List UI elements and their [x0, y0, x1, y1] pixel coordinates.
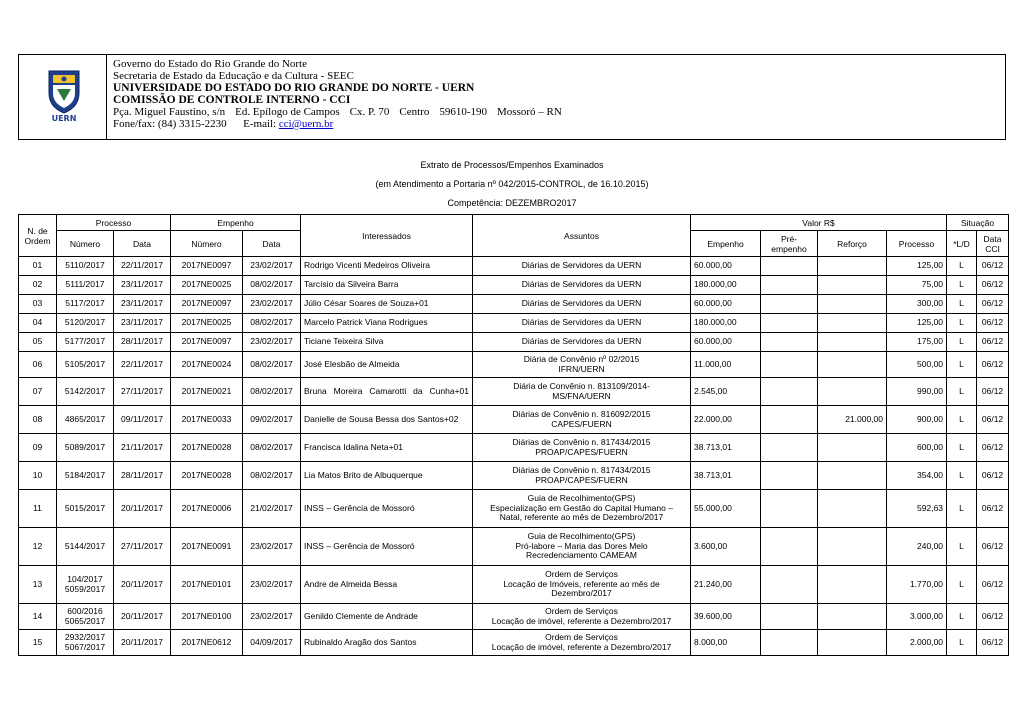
cell-ld: L: [947, 528, 977, 566]
cell-cci: 06/12: [977, 295, 1009, 314]
cell-pdata: 28/11/2017: [114, 462, 171, 490]
cell-v_pre: [761, 434, 818, 462]
cell-v_pre: [761, 276, 818, 295]
cell-pdata: 20/11/2017: [114, 490, 171, 528]
cell-edata: 23/02/2017: [243, 333, 301, 352]
cell-emp: 2017NE0028: [171, 434, 243, 462]
table-row: [19, 333, 1009, 352]
cell-edata: 23/02/2017: [243, 566, 301, 604]
header-line-2: Secretaria de Estado da Educação e da Cultura - SEEC: [113, 70, 354, 82]
cell-pdata: 22/11/2017: [114, 352, 171, 378]
cell-proc: 5117/2017: [57, 295, 114, 314]
cell-assunto: Ordem de Serviços Locação de imóvel, referente a Dezembro/2017: [473, 604, 691, 630]
cell-edata: 08/02/2017: [243, 314, 301, 333]
phone: Fone/fax: (84) 3315-2230: [113, 118, 227, 130]
table-row: [19, 630, 1009, 656]
cell-v_proc: 500,00: [887, 352, 947, 378]
cell-ld: L: [947, 314, 977, 333]
col-ordem: N. de Ordem: [19, 215, 57, 257]
cell-ld: L: [947, 333, 977, 352]
cell-v_proc: 125,00: [887, 257, 947, 276]
cell-proc: 5144/2017: [57, 528, 114, 566]
col-ld: *L/D: [947, 231, 977, 257]
col-empenho-data: Data: [243, 231, 301, 257]
table-row: [19, 462, 1009, 490]
cell-edata: 04/09/2017: [243, 630, 301, 656]
cell-edata: 23/02/2017: [243, 604, 301, 630]
cell-emp: 2017NE0091: [171, 528, 243, 566]
cell-v_ref: [818, 462, 887, 490]
table-row: [19, 276, 1009, 295]
cell-cci: 06/12: [977, 462, 1009, 490]
cell-interessado: Rodrigo Vicenti Medeiros Oliveira: [301, 257, 473, 276]
cell-emp: 2017NE0033: [171, 406, 243, 434]
cell-v_ref: [818, 528, 887, 566]
cell-proc: 4865/2017: [57, 406, 114, 434]
cell-v_emp: 2.545,00: [691, 378, 761, 406]
cell-v_emp: 8.000,00: [691, 630, 761, 656]
cell-v_pre: [761, 257, 818, 276]
cell-pdata: 20/11/2017: [114, 604, 171, 630]
cell-assunto: Diárias de Servidores da UERN: [473, 333, 691, 352]
cell-v_pre: [761, 528, 818, 566]
col-processo: Processo: [57, 215, 171, 231]
cell-assunto: Diárias de Convênio n. 816092/2015 CAPES/FUERN: [473, 406, 691, 434]
cell-pdata: 20/11/2017: [114, 566, 171, 604]
cell-cci: 06/12: [977, 314, 1009, 333]
cell-interessado: Lia Matos Brito de Albuquerque: [301, 462, 473, 490]
cell-v_pre: [761, 352, 818, 378]
cell-emp: 2017NE0006: [171, 490, 243, 528]
cell-emp: 2017NE0024: [171, 352, 243, 378]
cell-ordem: 13: [19, 566, 57, 604]
cell-ordem: 15: [19, 630, 57, 656]
cell-v_emp: 11.000,00: [691, 352, 761, 378]
letterhead-text: [113, 58, 572, 130]
cell-v_ref: [818, 630, 887, 656]
col-processo-numero: Número: [57, 231, 114, 257]
cell-edata: 09/02/2017: [243, 406, 301, 434]
cell-cci: 06/12: [977, 566, 1009, 604]
cell-ld: L: [947, 276, 977, 295]
logo-cell: [19, 55, 107, 139]
cell-ordem: 04: [19, 314, 57, 333]
cell-v_proc: 240,00: [887, 528, 947, 566]
table-row: [19, 528, 1009, 566]
cell-cci: 06/12: [977, 333, 1009, 352]
cell-v_pre: [761, 490, 818, 528]
cell-proc: 5184/2017: [57, 462, 114, 490]
cell-cci: 06/12: [977, 630, 1009, 656]
cell-v_ref: [818, 566, 887, 604]
cell-ordem: 09: [19, 434, 57, 462]
cell-v_emp: 180.000,00: [691, 276, 761, 295]
cell-proc: 5120/2017: [57, 314, 114, 333]
cell-assunto: Diárias de Convênio n. 817434/2015 PROAP/CAPES/FUERN: [473, 462, 691, 490]
cell-emp: 2017NE0612: [171, 630, 243, 656]
col-assuntos: Assuntos: [473, 215, 691, 257]
cell-cci: 06/12: [977, 528, 1009, 566]
cell-proc: 5142/2017: [57, 378, 114, 406]
cell-emp: 2017NE0097: [171, 295, 243, 314]
cell-edata: 23/02/2017: [243, 528, 301, 566]
address-line: [113, 106, 572, 118]
cell-ld: L: [947, 434, 977, 462]
cell-emp: 2017NE0025: [171, 314, 243, 333]
table-row: [19, 566, 1009, 604]
cell-pdata: 28/11/2017: [114, 333, 171, 352]
cell-interessado: Ticiane Teixeira Silva: [301, 333, 473, 352]
cell-v_ref: [818, 276, 887, 295]
cell-v_proc: 592,63: [887, 490, 947, 528]
logo-caption: UERN: [51, 114, 77, 123]
cell-pdata: 22/11/2017: [114, 257, 171, 276]
address-street: Pça. Miguel Faustino, s/n: [113, 106, 226, 118]
cell-ld: L: [947, 630, 977, 656]
col-valor-processo: Processo: [887, 231, 947, 257]
col-processo-data: Data: [114, 231, 171, 257]
email-link[interactable]: cci@uern.br: [278, 118, 334, 130]
cell-proc: 5015/2017: [57, 490, 114, 528]
cell-v_emp: 21.240,00: [691, 566, 761, 604]
cell-v_pre: [761, 462, 818, 490]
cell-v_emp: 60.000,00: [691, 295, 761, 314]
cell-ld: L: [947, 604, 977, 630]
cell-assunto: Ordem de Serviços Locação de Imóveis, referente ao mês de Dezembro/2017: [473, 566, 691, 604]
cell-proc: 5110/2017: [57, 257, 114, 276]
cell-interessado: Danielle de Sousa Bessa dos Santos+02: [301, 406, 473, 434]
cell-cci: 06/12: [977, 276, 1009, 295]
table-row: [19, 378, 1009, 406]
table-row: [19, 352, 1009, 378]
cell-ld: L: [947, 462, 977, 490]
cell-edata: 08/02/2017: [243, 462, 301, 490]
address-city: Mossoró – RN: [497, 106, 562, 118]
table-row: [19, 295, 1009, 314]
cell-cci: 06/12: [977, 604, 1009, 630]
cell-v_emp: 38.713,01: [691, 434, 761, 462]
cell-v_ref: [818, 378, 887, 406]
cell-v_ref: 21.000,00: [818, 406, 887, 434]
cell-assunto: Diárias de Servidores da UERN: [473, 295, 691, 314]
cell-ordem: 14: [19, 604, 57, 630]
cell-ordem: 03: [19, 295, 57, 314]
cell-cci: 06/12: [977, 406, 1009, 434]
cell-emp: 2017NE0021: [171, 378, 243, 406]
cell-interessado: Marcelo Patrick Viana Rodrigues: [301, 314, 473, 333]
shield-icon: [35, 67, 93, 115]
cell-interessado: Francisca Idalina Neta+01: [301, 434, 473, 462]
cell-v_ref: [818, 295, 887, 314]
cell-interessado: José Elesbão de Almeida: [301, 352, 473, 378]
cell-proc: 5105/2017: [57, 352, 114, 378]
cell-v_ref: [818, 333, 887, 352]
cell-assunto: Diária de Convênio nº 02/2015 IFRN/UERN: [473, 352, 691, 378]
cell-ordem: 05: [19, 333, 57, 352]
cell-ld: L: [947, 566, 977, 604]
cell-v_proc: 75,00: [887, 276, 947, 295]
doc-title: Extrato de Processos/Empenhos Examinados: [420, 160, 604, 170]
cell-v_pre: [761, 604, 818, 630]
cell-edata: 21/02/2017: [243, 490, 301, 528]
cell-edata: 08/02/2017: [243, 434, 301, 462]
doc-competencia: Competência: DEZEMBRO2017: [447, 198, 577, 208]
cell-ld: L: [947, 378, 977, 406]
cell-ld: L: [947, 490, 977, 528]
address-district: Centro: [399, 106, 430, 118]
cell-v_emp: 3.600,00: [691, 528, 761, 566]
table-row: [19, 490, 1009, 528]
cell-v_pre: [761, 406, 818, 434]
cell-v_emp: 60.000,00: [691, 333, 761, 352]
address-zip: 59610-190: [439, 106, 488, 118]
cell-interessado: Rubinaldo Aragão dos Santos: [301, 630, 473, 656]
cell-assunto: Ordem de Serviços Locação de imóvel, referente a Dezembro/2017: [473, 630, 691, 656]
cell-pdata: 23/11/2017: [114, 314, 171, 333]
col-valor-pre: Pré-empenho: [761, 231, 818, 257]
uern-logo: [35, 67, 93, 127]
col-valor: Valor R$: [691, 215, 947, 231]
cell-v_proc: 125,00: [887, 314, 947, 333]
cell-ordem: 11: [19, 490, 57, 528]
col-empenho: Empenho: [171, 215, 301, 231]
address-box: Cx. P. 70: [349, 106, 390, 118]
table-row: [19, 314, 1009, 333]
cell-pdata: 21/11/2017: [114, 434, 171, 462]
cell-ordem: 01: [19, 257, 57, 276]
cell-proc: 600/2016 5065/2017: [57, 604, 114, 630]
cell-v_proc: 990,00: [887, 378, 947, 406]
cell-ld: L: [947, 257, 977, 276]
letterhead: [18, 54, 1006, 140]
cell-interessado: INSS – Gerência de Mossoró: [301, 490, 473, 528]
cell-v_ref: [818, 257, 887, 276]
table-row: [19, 257, 1009, 276]
cell-cci: 06/12: [977, 352, 1009, 378]
cell-proc: 104/2017 5059/2017: [57, 566, 114, 604]
cell-pdata: 09/11/2017: [114, 406, 171, 434]
cell-proc: 5089/2017: [57, 434, 114, 462]
cell-v_pre: [761, 566, 818, 604]
cell-v_pre: [761, 295, 818, 314]
cell-v_ref: [818, 490, 887, 528]
cell-emp: 2017NE0025: [171, 276, 243, 295]
cell-edata: 08/02/2017: [243, 276, 301, 295]
cell-proc: 2932/2017 5067/2017: [57, 630, 114, 656]
cell-assunto: Diárias de Servidores da UERN: [473, 276, 691, 295]
cell-emp: 2017NE0028: [171, 462, 243, 490]
cell-ordem: 06: [19, 352, 57, 378]
cell-emp: 2017NE0097: [171, 333, 243, 352]
cell-v_emp: 39.600,00: [691, 604, 761, 630]
cell-cci: 06/12: [977, 490, 1009, 528]
cell-v_pre: [761, 333, 818, 352]
cell-assunto: Diária de Convênio n. 813109/2014- MS/FNA/UERN: [473, 378, 691, 406]
cell-v_emp: 60.000,00: [691, 257, 761, 276]
col-valor-reforco: Reforço: [818, 231, 887, 257]
doc-subtitle: (em Atendimento a Portaria nº 042/2015-CONTROL, de 16.10.2015): [375, 179, 649, 189]
cell-v_proc: 3.000,00: [887, 604, 947, 630]
cell-assunto: Diárias de Convênio n. 817434/2015 PROAP/CAPES/FUERN: [473, 434, 691, 462]
cell-emp: 2017NE0100: [171, 604, 243, 630]
cell-v_pre: [761, 378, 818, 406]
cell-emp: 2017NE0101: [171, 566, 243, 604]
cell-v_proc: 1.770,00: [887, 566, 947, 604]
col-valor-empenho: Empenho: [691, 231, 761, 257]
cell-v_proc: 2.000,00: [887, 630, 947, 656]
cell-ordem: 10: [19, 462, 57, 490]
cell-v_emp: 22.000,00: [691, 406, 761, 434]
cell-proc: 5177/2017: [57, 333, 114, 352]
cell-pdata: 23/11/2017: [114, 276, 171, 295]
cell-assunto: Guia de Recolhimento(GPS) Especialização em Gestão do Capital Humano – Natal, referente ao mês de Dezembro/2017: [473, 490, 691, 528]
cell-v_proc: 175,00: [887, 333, 947, 352]
cell-cci: 06/12: [977, 378, 1009, 406]
cell-edata: 23/02/2017: [243, 295, 301, 314]
col-empenho-numero: Número: [171, 231, 243, 257]
cell-proc: 5111/2017: [57, 276, 114, 295]
cell-ordem: 02: [19, 276, 57, 295]
cell-v_proc: 354,00: [887, 462, 947, 490]
cell-v_proc: 600,00: [887, 434, 947, 462]
cell-v_emp: 55.000,00: [691, 490, 761, 528]
cell-pdata: 27/11/2017: [114, 378, 171, 406]
cell-pdata: 27/11/2017: [114, 528, 171, 566]
cell-interessado: Bruna Moreira Camarotti da Cunha+01: [301, 378, 473, 406]
cell-edata: 08/02/2017: [243, 352, 301, 378]
address-building: Ed. Epílogo de Campos: [235, 106, 340, 118]
cell-interessado: Genildo Clemente de Andrade: [301, 604, 473, 630]
email-label: E-mail:: [243, 118, 277, 130]
cell-v_emp: 38.713,01: [691, 462, 761, 490]
cell-assunto: Diárias de Servidores da UERN: [473, 257, 691, 276]
cell-ordem: 08: [19, 406, 57, 434]
col-data-cci: Data CCI: [977, 231, 1009, 257]
table-row: [19, 434, 1009, 462]
cell-pdata: 23/11/2017: [114, 295, 171, 314]
cell-interessado: Júlio César Soares de Souza+01: [301, 295, 473, 314]
cell-interessado: Tarcísio da Silveira Barra: [301, 276, 473, 295]
col-interessados: Interessados: [301, 215, 473, 257]
header-line-3: UNIVERSIDADE DO ESTADO DO RIO GRANDE DO NORTE - UERN: [113, 82, 475, 94]
cell-ld: L: [947, 295, 977, 314]
cell-interessado: Andre de Almeida Bessa: [301, 566, 473, 604]
table-row: [19, 604, 1009, 630]
header-line-4: COMISSÃO DE CONTROLE INTERNO - CCI: [113, 94, 351, 106]
cell-v_emp: 180.000,00: [691, 314, 761, 333]
cell-v_pre: [761, 630, 818, 656]
cell-v_proc: 900,00: [887, 406, 947, 434]
cell-pdata: 20/11/2017: [114, 630, 171, 656]
cell-v_proc: 300,00: [887, 295, 947, 314]
header-line-1: Governo do Estado do Rio Grande do Norte: [113, 58, 307, 70]
cell-cci: 06/12: [977, 434, 1009, 462]
cell-v_ref: [818, 604, 887, 630]
cell-edata: 08/02/2017: [243, 378, 301, 406]
cell-interessado: INSS – Gerência de Mossoró: [301, 528, 473, 566]
processes-table: [18, 214, 1009, 656]
table-row: [19, 406, 1009, 434]
cell-ld: L: [947, 352, 977, 378]
cell-ordem: 07: [19, 378, 57, 406]
cell-v_pre: [761, 314, 818, 333]
cell-assunto: Diárias de Servidores da UERN: [473, 314, 691, 333]
col-situacao: Situação: [947, 215, 1009, 231]
cell-ordem: 12: [19, 528, 57, 566]
cell-v_ref: [818, 434, 887, 462]
contact-line: [113, 118, 572, 130]
cell-v_ref: [818, 352, 887, 378]
cell-ld: L: [947, 406, 977, 434]
cell-v_ref: [818, 314, 887, 333]
cell-assunto: Guia de Recolhimento(GPS) Pró-labore – Maria das Dores Melo Recredenciamento CAMEAM: [473, 528, 691, 566]
cell-cci: 06/12: [977, 257, 1009, 276]
cell-emp: 2017NE0097: [171, 257, 243, 276]
cell-edata: 23/02/2017: [243, 257, 301, 276]
